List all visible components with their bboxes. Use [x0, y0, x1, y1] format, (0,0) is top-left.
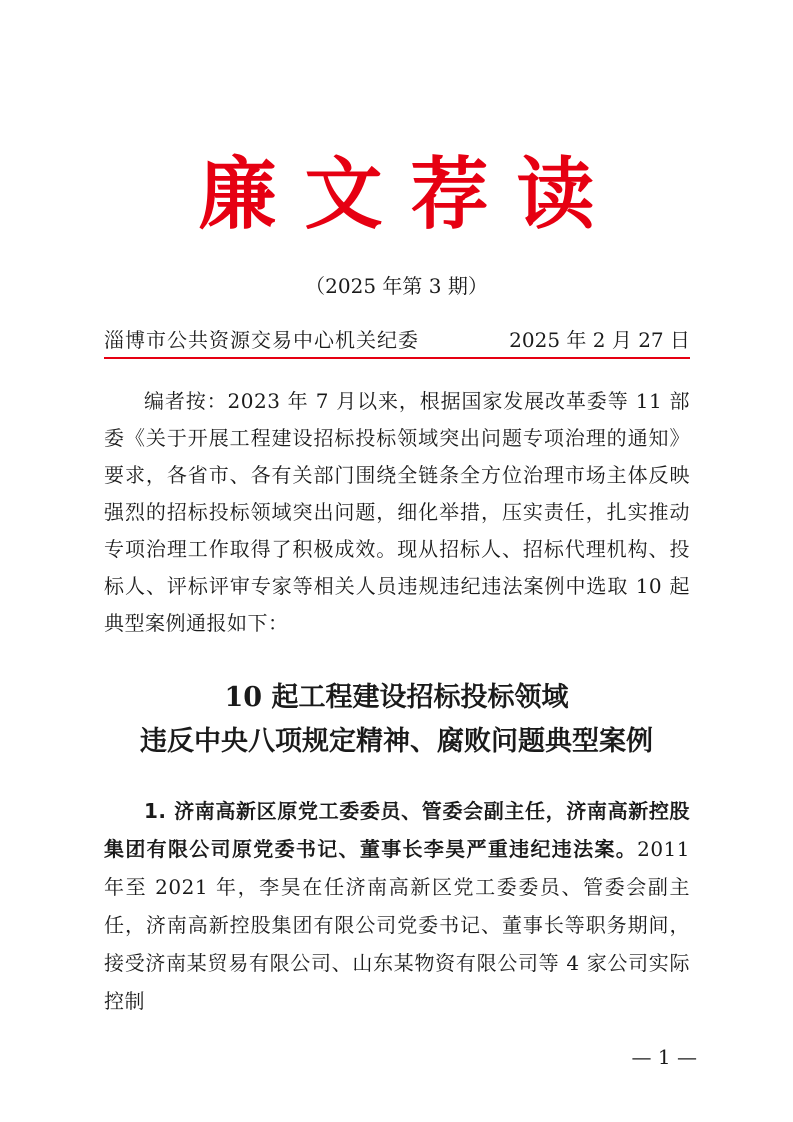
case-1-heading: 1. 济南高新区原党工委委员、管委会副主任，济南高新控股集团有限公司原党委书记、董事长李昊严重违纪违法案。 — [104, 799, 690, 861]
article-title-line-2: 违反中央八项规定精神、腐败问题典型案例 — [140, 726, 653, 757]
editor-note: 编者按：2023 年 7 月以来，根据国家发展改革委等 11 部委《关于开展工程建设招标投标领域突出问题专项治理的通知》要求，各省市、各有关部门围绕全链条全方位治理市场主体反映强烈的招标投标领域突出问题，细化举措，压实责任，扎实推动专项治理工作取得了积极成效。现从招标人、招标代理机构、投标人、评标评审专家等相关人员违规违纪违法案例中选取 10 起典型案例通报如下： — [104, 389, 690, 635]
case-1-body: 2011 年至 2021 年，李昊在任济南高新区党工委委员、管委会副主任，济南高新控股集团有限公司党委书记、董事长等职务期间，接受济南某贸易有限公司、山东某物资有限公司等 4 家公司实际控制 — [104, 837, 690, 1013]
issuing-organization: 淄博市公共资源交易中心机关纪委 — [104, 328, 419, 352]
article-title-line-1: 10 起工程建设招标投标领域 — [224, 682, 569, 713]
case-1-paragraph — [104, 792, 690, 1020]
page-number: — 1 — — [631, 1045, 697, 1069]
issue-number: （2025 年第 3 期） — [305, 274, 488, 298]
red-divider — [104, 357, 690, 359]
article-title — [0, 676, 793, 764]
masthead-title: 廉文荐读 — [198, 150, 623, 240]
document-header — [104, 326, 690, 354]
issue-date: 2025 年 2 月 27 日 — [509, 328, 690, 352]
